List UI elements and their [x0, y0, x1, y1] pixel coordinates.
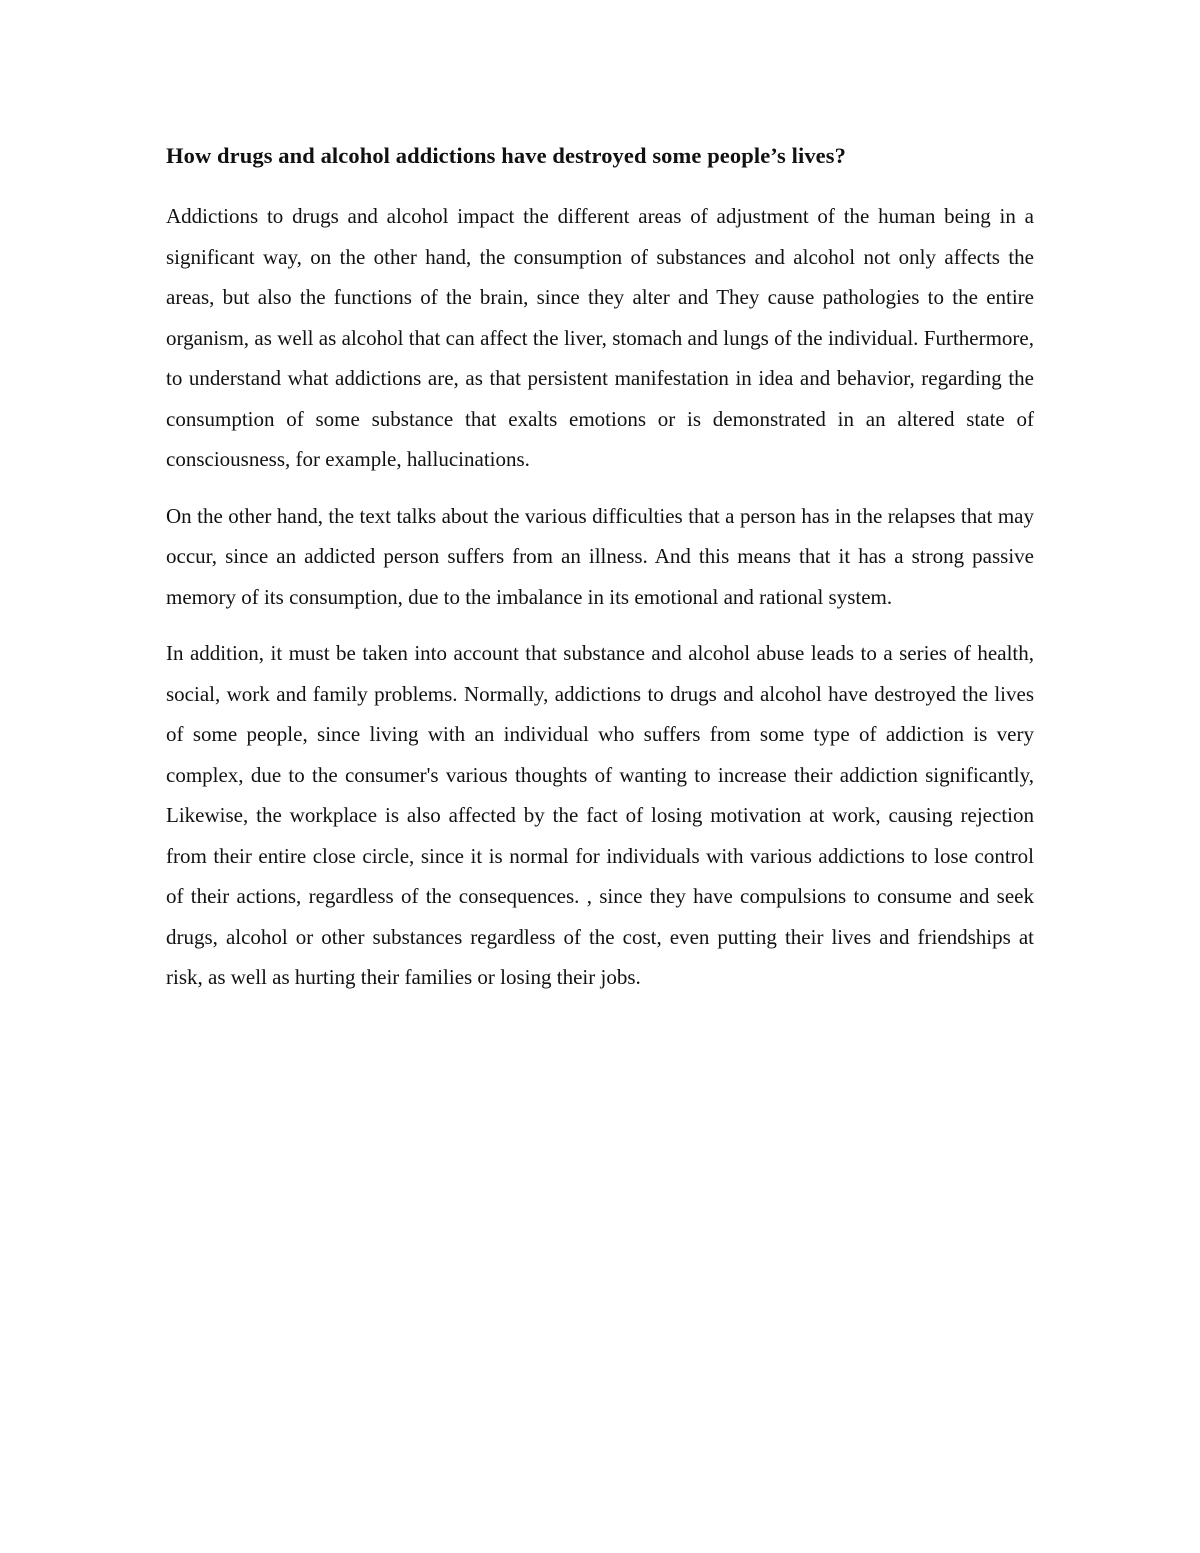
document-body	[166, 136, 1034, 1014]
paragraph-3: In addition, it must be taken into account that substance and alcohol abuse leads to a series of health, social, work and family problems. Normally, addictions to drugs and alcohol have destroyed the lives of some people, since living with an individual who suffers from some type of addiction is very complex, due to the consumer's various thoughts of wanting to increase their addiction significantly, Likewise, the workplace is also affected by the fact of losing motivation at work, causing rejection from their entire close circle, since it is normal for individuals with various addictions to lose control of their actions, regardless of the consequences. , since they have compulsions to consume and seek drugs, alcohol or other substances regardless of the cost, even putting their lives and friendships at risk, as well as hurting their families or losing their jobs.	[166, 641, 1034, 989]
document-title: How drugs and alcohol addictions have destroyed some people’s lives?	[166, 143, 846, 168]
paragraph-2: On the other hand, the text talks about the various difficulties that a person has in the relapses that may occur, since an addicted person suffers from an illness. And this means that it has a strong passive memory of its consumption, due to the imbalance in its emotional and rational system.	[166, 503, 1034, 609]
paragraph-1: Addictions to drugs and alcohol impact the different areas of adjustment of the human being in a significant way, on the other hand, the consumption of substances and alcohol not only affects the areas, but also the functions of the brain, since they alter and They cause pathologies to the entire organism, as well as alcohol that can affect the liver, stomach and lungs of the individual. Furthermore, to understand what addictions are, as that persistent manifestation in idea and behavior, regarding the consumption of some substance that exalts emotions or is demonstrated in an altered state of consciousness, for example, hallucinations.	[166, 204, 1034, 471]
